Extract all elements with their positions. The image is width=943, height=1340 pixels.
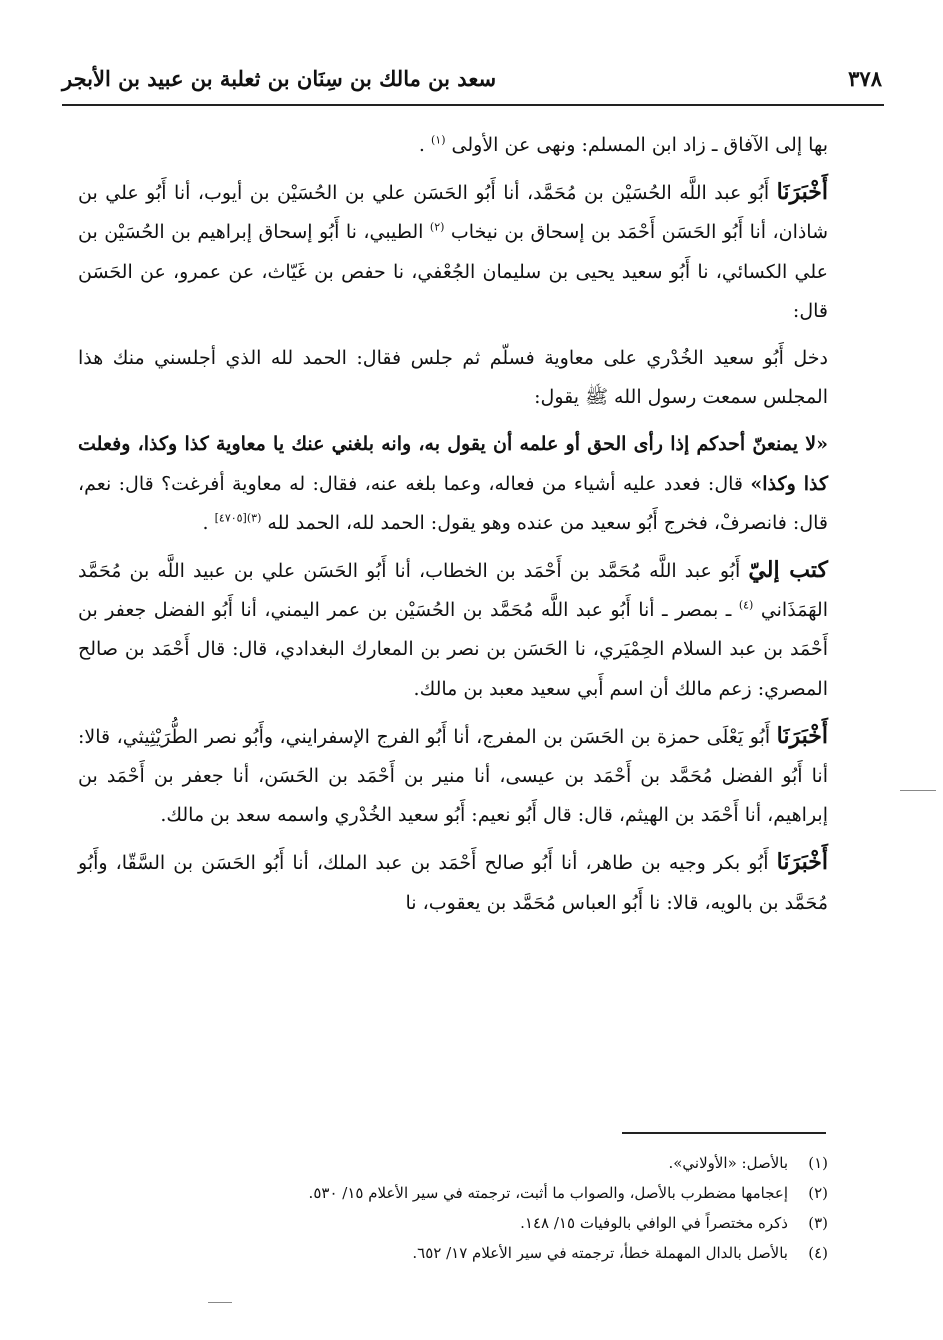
isnad-lead-akhbarana: أَخْبَرَنَا [776, 849, 828, 876]
footnote-rule [622, 1132, 826, 1134]
footnote [148, 1178, 828, 1208]
paragraph-1-text: بها إلى الآفاق ـ زاد ابن المسلم: ونهى عن الأولى [451, 134, 828, 156]
footnote-ref-1: (١) [430, 133, 446, 147]
paragraph-3-text: دخل أَبُو سعيد الخُدْري على معاوية فسلّم ثم جلس فقال: الحمد لله الذي أجلسني منك هذا المجلس سمعت رسول الله ﷺ يقول: [78, 347, 828, 409]
scan-margin-mark [900, 790, 936, 791]
paragraph-3 [78, 339, 828, 417]
main-text [78, 126, 828, 931]
running-title: سعد بن مالك بن سِنَان بن ثعلبة بن عبيد بن الأبجر [62, 65, 497, 91]
paragraph-4-text: قال: فعدد عليه أشياء من فعاله، وعما بلغه عنه، فقال: له معاوية أفرغت؟ قال: نعم، قال: فانصرفْ، فخرج أَبُو سعيد من عنده وهو يقول: الحمد لله، الحمد لله [78, 472, 828, 534]
paragraph-1 [78, 126, 828, 165]
paragraph-2 [78, 173, 828, 331]
page-header [62, 58, 882, 98]
paragraph-6 [78, 717, 828, 836]
paragraph-5 [78, 551, 828, 709]
footnote-number: (٣) [808, 1214, 828, 1232]
paragraph-7-text: أَبُو بكر وجيه بن طاهر، أنا أَبُو صالح أَحْمَد بن عبد الملك، أنا أَبُو الحَسَن بن السَّقّا، وأَبُو مُحَمَّد بن بالويه، قالا: نا أَبُو العباس مُحَمَّد بن يعقوب، نا [78, 852, 828, 914]
footnote-text: إعجامها مضطرب بالأصل، والصواب ما أثبت، ترجمته في سير الأعلام ١٥/ ٥٣٠. [308, 1184, 788, 1202]
paragraph-6-text: أَبُو يَعْلَى حمزة بن الحَسَن بن المفرج، أنا أَبُو الفرج الإسفرايني، وأَبُو نصر الطُّرَيْثِيثي، قالا: أنا أَبُو الفضل مُحَمَّد بن أَحْمَد بن عيسى، أنا منير بن أَحْمَد بن الحَسَن، أنا جعفر بن أَحْمَد بن إبراهيم، أنا أَحْمَد بن الهيثم، قال: قال أَبُو نعيم: أَبُو سعيد الخُدْري واسمه سعد بن مالك. [78, 725, 828, 827]
paragraph-5-text-a: أَبُو عبد اللَّه مُحَمَّد بن أَحْمَد بن الخطاب، أنا أَبُو الحَسَن علي بن عبيد اللَّه بن مُحَمَّد الهَمَذَاني [78, 560, 828, 622]
isnad-lead-akhbarana: أَخْبَرَنَا [776, 179, 828, 206]
footnote [148, 1238, 828, 1268]
footnote-ref-2: (٢) [429, 221, 445, 235]
footnote-number: (٤) [808, 1244, 828, 1262]
paragraph-5-text-b: ـ بمصر ـ أنا أَبُو عبد اللَّه مُحَمَّد بن الحُسَيْن بن عمر اليمني، أنا أَبُو الفضل جعفر بن أَحْمَد بن عبد السلام الحِمْيَري، نا الحَسَن بن نصر بن المعارك البغدادي، قال: قال أَحْمَد بن صالح المصري: زعم مالك أن اسم أَبي سعيد معبد بن مالك. [78, 599, 828, 700]
isnad-lead-kataba: كتب إليّ [748, 557, 829, 584]
paragraph-7 [78, 843, 828, 922]
footnote-number: (٢) [808, 1184, 828, 1202]
header-rule [62, 104, 884, 106]
footnote-text: بالأصل: «الأولاني». [668, 1154, 788, 1172]
footnote-ref-4: (٤) [738, 598, 754, 612]
isnad-lead-akhbarana: أَخْبَرَنَا [776, 722, 828, 749]
paragraph-4-end: . [202, 511, 209, 534]
footnotes [148, 1148, 828, 1268]
page-number: ٣٧٨ [848, 65, 882, 91]
paragraph-2-text-b: الطيبي، نا أَبُو إسحاق إبراهيم بن الحُسَيْن بن علي الكسائي، نا أَبُو سعيد يحيى بن سليمان الجُعْفي، نا حفص بن غَيّاث، عن عمرو، عن الحَسَن قال: [78, 221, 828, 322]
footnote [148, 1208, 828, 1238]
footnote-text: ذكره مختصراً في الوافي بالوفيات ١٥/ ١٤٨. [520, 1214, 788, 1232]
footnote [148, 1148, 828, 1178]
footnote-ref-3: (٣)[٤٧٠٥] [214, 511, 262, 525]
paragraph-1-end: . [418, 134, 425, 156]
paragraph-4 [78, 425, 828, 543]
scan-margin-mark [208, 1302, 232, 1303]
paragraph-2-text-a: أَبُو عبد اللَّه الحُسَيْن بن مُحَمَّد، أنا أَبُو الحَسَن علي بن الحُسَيْن بن أيوب، أنا أَبُو علي بن شاذان، أنا أَبُو الحَسَن أَحْمَد بن إسحاق بن نيخاب [78, 182, 829, 244]
footnote-number: (١) [808, 1154, 828, 1172]
hadith-quote: «لا يمنعنّ أحدكم إذا رأى الحق أو علمه أن يقول به، وانه بلغني عنك يا معاوية كذا وكذا، وفعلت كذا وكذا» [78, 433, 828, 495]
footnote-text: بالأصل بالدال المهملة خطأ، ترجمته في سير الأعلام ١٧/ ٦٥٢. [412, 1244, 788, 1262]
